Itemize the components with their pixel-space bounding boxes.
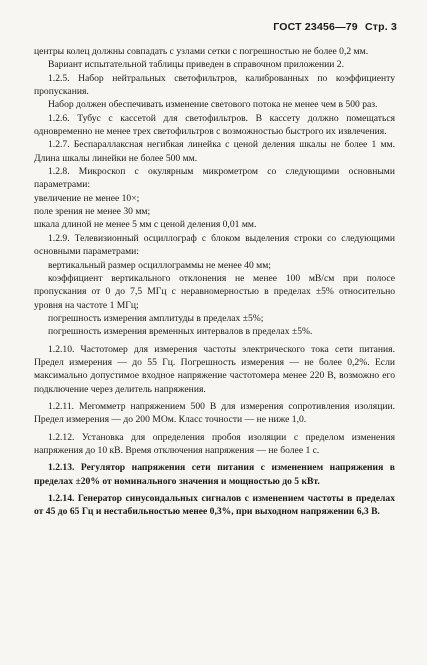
paragraph: 1.2.13. Регулятор напряжения сети питания с изменением напряжения в пределах ±20% от номинального значения и мощностью до 5 кВт. <box>34 462 395 487</box>
standard-number: ГОСТ 23456—79 <box>273 21 358 33</box>
paragraph: вертикальный размер осциллограммы не менее 40 мм; <box>48 259 271 271</box>
paragraph: 1.2.5. Набор нейтральных светофильтров, калиброванных по коэффициенту пропускания. <box>34 72 395 98</box>
paragraph: 1.2.9. Телевизионный осциллограф с блоком выделения строки со следующими основными параметрами: <box>34 232 395 258</box>
paragraph: погрешность измерения амплитуды в пределах ±5%; <box>48 312 264 324</box>
paragraph: коэффициент вертикального отклонения не менее 100 мВ/см при полосе пропускания от 0 до 7,5 МГц с неравномерностью в пределах ±5% относительно уровня на частоте 1 МГц; <box>34 272 395 311</box>
paragraph: 1.2.10. Частотомер для измерения частоты электрического тока сети питания. Предел измерения — до 55 Гц. Погрешность измерения — не более 0,2%. Если максимально допустимое входное напряжение частотомера менее 220 В, возможно его подключение через делитель напряжения. <box>34 343 395 395</box>
list-item: шкала длиной не менее 5 мм с ценой деления 0,01 мм. <box>34 219 257 231</box>
page-number: Стр. 3 <box>364 21 397 33</box>
paragraph: погрешность измерения временных интервалов в пределах ±5%. <box>48 326 313 338</box>
document-body <box>34 45 395 519</box>
paragraph: 1.2.6. Тубус с кассетой для светофильтров. В кассету должно помещаться одновременно не менее трех светофильтров с возможностью быстрого их извлечения. <box>34 112 395 138</box>
paragraph: 1.2.11. Мегомметр напряжением 500 В для измерения сопротивления изоляции. Предел измерения — до 200 МОм. Класс точности — не ниже 1,0. <box>34 400 395 426</box>
list-item: увеличение не менее 10×; <box>34 192 140 204</box>
paragraph: 1.2.14. Генератор синусоидальных сигналов с изменением частоты в пределах от 45 до 65 Гц и нестабильностью менее 0,3%, при выходном напряжении 6,3 В. <box>34 493 395 518</box>
paragraph: Набор должен обеспечивать изменение светового потока не менее чем в 500 раз. <box>48 99 378 111</box>
paragraph: Вариант испытательной таблицы приведен в справочном приложении 2. <box>48 59 344 71</box>
page-header <box>269 21 397 33</box>
paragraph: 1.2.7. Беспараллаксная негибкая линейка с ценой деления шкалы не более 1 мм. Длина шкалы линейки не более 500 мм. <box>34 139 395 164</box>
paragraph: центры колец должны совпадать с узлами сетки с погрешностью не более 0,2 мм. <box>34 46 369 57</box>
list-item: поле зрения не менее 30 мм; <box>34 206 151 218</box>
paragraph: 1.2.12. Установка для определения пробоя изоляции с пределом изменения напряжения до 10 кВ. Время отключения напряжения — не более 1 с. <box>34 431 395 456</box>
paragraph: 1.2.8. Микроскоп с окулярным микрометром со следующими основными параметрами: <box>34 166 395 191</box>
